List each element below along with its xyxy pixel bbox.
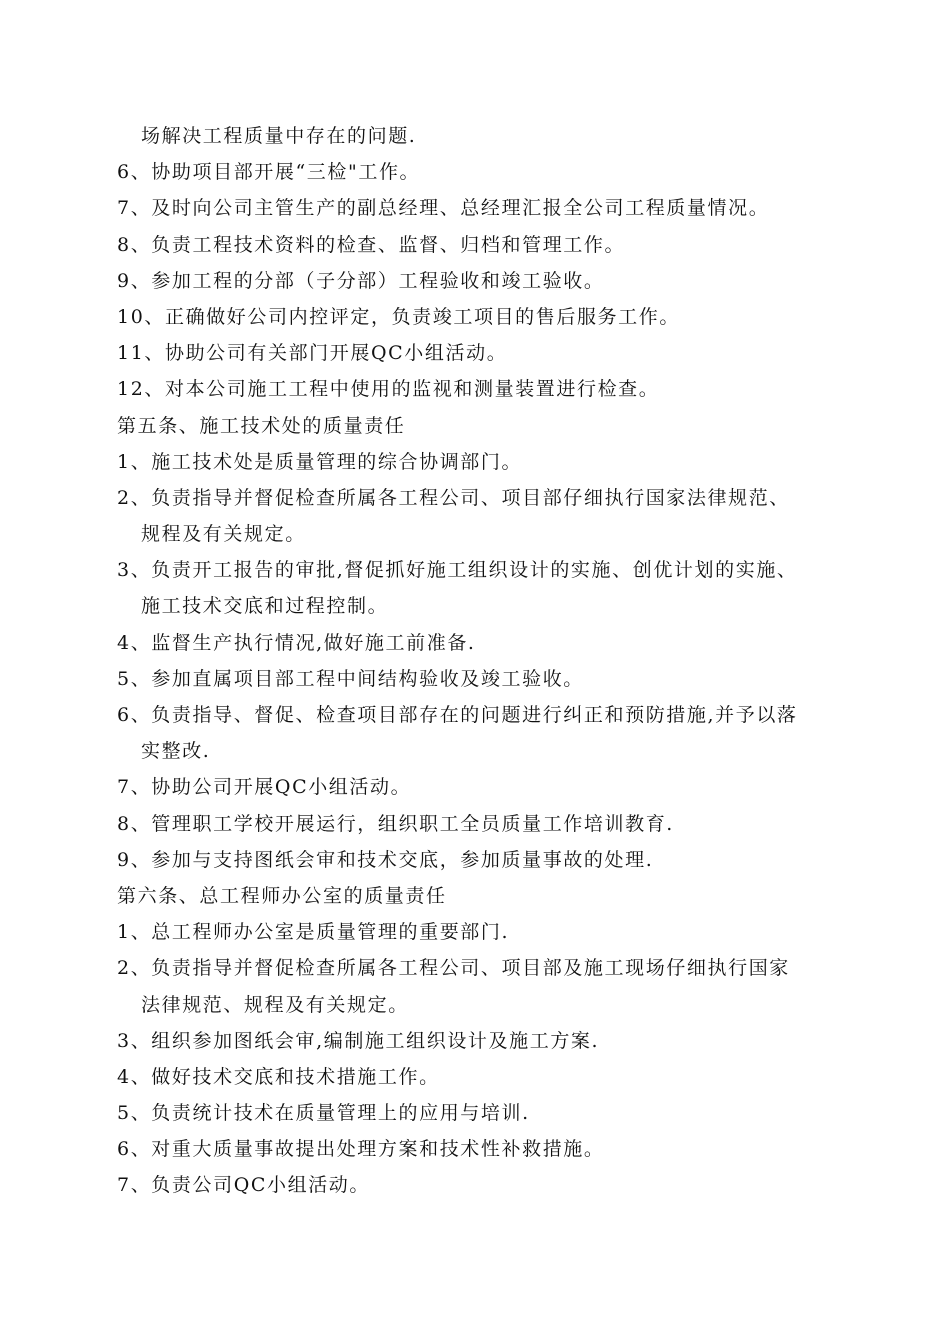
text-line: 7、及时向公司主管生产的副总经理、总经理汇报全公司工程质量情况。 [117, 197, 770, 220]
text-line: 7、负责公司QC小组活动。 [117, 1174, 371, 1197]
document-body [117, 118, 877, 1204]
text-line: 4、监督生产执行情况,做好施工前准备. [117, 631, 476, 654]
text-line: 5、负责统计技术在质量管理上的应用与培训. [117, 1102, 530, 1125]
text-line: 9、参加工程的分部（子分部）工程验收和竣工验收。 [117, 269, 605, 292]
text-line: 8、管理职工学校开展运行，组织职工全员质量工作培训教育. [117, 812, 674, 835]
text-line: 8、负责工程技术资料的检查、监督、归档和管理工作。 [117, 233, 626, 256]
text-line: 5、参加直属项目部工程中间结构验收及竣工验收。 [117, 667, 584, 690]
text-line: 1、总工程师办公室是质量管理的重要部门. [117, 921, 510, 944]
section-heading: 第六条、总工程师办公室的质量责任 [117, 884, 447, 907]
text-line: 6、负责指导、督促、检查项目部存在的问题进行纠正和预防措施,并予以落 [117, 704, 798, 726]
section-heading: 第五条、施工技术处的质量责任 [117, 414, 406, 437]
text-line: 9、参加与支持图纸会审和技术交底，参加质量事故的处理. [117, 848, 654, 871]
text-line: 1、施工技术处是质量管理的综合协调部门。 [117, 450, 523, 473]
text-line: 3、负责开工报告的审批,督促抓好施工组织设计的实施、创优计划的实施、 [117, 559, 798, 582]
text-line: 实整改. [141, 740, 211, 763]
text-line: 4、做好技术交底和技术措施工作。 [117, 1065, 440, 1088]
text-line: 规程及有关规定。 [141, 523, 306, 546]
text-line: 法律规范、规程及有关规定。 [141, 993, 409, 1016]
text-line: 场解决工程质量中存在的问题. [141, 125, 417, 147]
text-line: 2、负责指导并督促检查所属各工程公司、项目部仔细执行国家法律规范、 [117, 486, 790, 509]
text-line: 施工技术交底和过程控制。 [141, 595, 389, 618]
text-line: 10、正确做好公司内控评定，负责竣工项目的售后服务工作。 [117, 305, 680, 328]
text-line: 6、对重大质量事故提出处理方案和技术性补救措施。 [117, 1138, 605, 1161]
text-line: 7、协助公司开展QC小组活动。 [117, 776, 412, 799]
text-line: 11、协助公司有关部门开展QC小组活动。 [117, 342, 508, 365]
text-line: 2、负责指导并督促检查所属各工程公司、项目部及施工现场仔细执行国家 [117, 957, 790, 980]
text-line: 3、组织参加图纸会审,编制施工组织设计及施工方案. [117, 1029, 600, 1052]
text-line: 12、对本公司施工工程中使用的监视和测量装置进行检查。 [117, 378, 660, 401]
text-line: 6、协助项目部开展“三检"工作。 [117, 161, 421, 184]
